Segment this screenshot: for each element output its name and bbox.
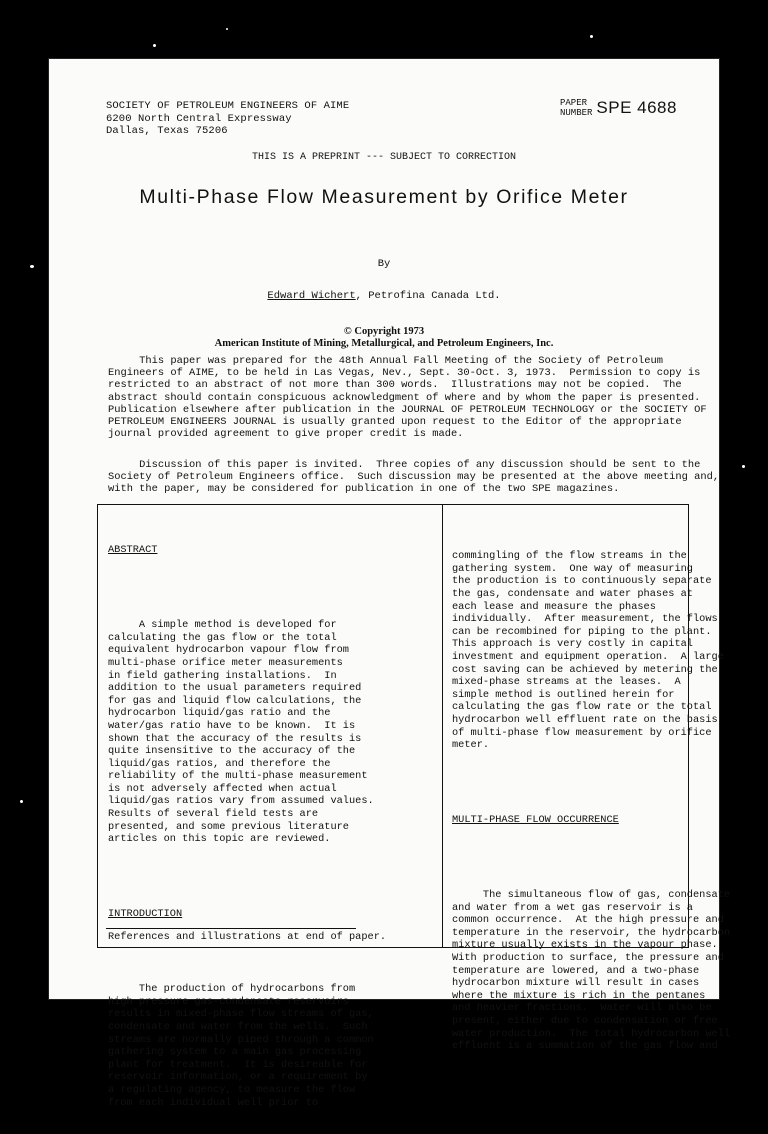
paper-number: SPE 4688: [596, 98, 677, 117]
scan-speck: [30, 265, 34, 268]
society-city: Dallas, Texas 75206: [106, 125, 228, 137]
paper-page: [48, 58, 731, 1109]
paper-number-block: [560, 98, 677, 118]
scan-speck: [153, 44, 156, 47]
column-divider: [442, 505, 443, 947]
discussion-paragraph: Discussion of this paper is invited. Three copies of any discussion should be sent to the Society of Petroleum Engineers office. Such discussion may be presented at the above meeting and, with the paper, may be considered for publication in one of the two SPE magazines.: [108, 459, 720, 496]
permission-paragraph: This paper was prepared for the 48th Annual Fall Meeting of the Society of Petroleum Engineers of AIME, to be held in Las Vegas, Nev., Sept. 30-Oct. 3, 1973. Permission to copy is restricted to an abstract of not more than 300 words. Illustrations may not be copied. The abstract should contain conspicuous acknowledgment of where and by whom the paper is presented. Publication elsewhere after publication in the JOURNAL OF PETROLEUM TECHNOLOGY or the SOCIETY OF PETROLEUM ENGINEERS JOURNAL is usually granted upon request to the Editor of the appropriate journal provided agreement to give proper credit is made.: [108, 355, 707, 441]
spacer: [108, 871, 374, 883]
copyright-line: © Copyright 1973: [343, 326, 425, 337]
copyright-notice: [48, 326, 720, 350]
preprint-notice: THIS IS A PREPRINT --- SUBJECT TO CORRECTION: [251, 152, 517, 163]
introduction-heading: INTRODUCTION: [108, 908, 183, 921]
paper-label-line1: PAPER: [560, 98, 588, 108]
abstract-text: A simple method is developed for calculating the gas flow or the total equivalent hydrocarbon vapour flow from multi-phase orifice meter measurements in field gathering installations. In addition to the usual parameters required for gas and liquid flow calculations, the hydrocarbon liquid/gas ratio and the water/gas ratio have to be known. It is shown that the accuracy of the results is quite insensitive to the accuracy of the liquid/gas ratios, and therefore the reliability of the multi-phase measurement is not adversely affected when actual liquid/gas ratios vary from assumed values. Results of several field tests are presented, and some previous literature articles on this topic are reviewed.: [108, 619, 374, 846]
left-column: [108, 519, 374, 1134]
spacer: [108, 582, 374, 594]
spacer: [452, 777, 730, 789]
scan-speck: [590, 35, 593, 38]
author-line: [48, 290, 720, 302]
society-street: 6200 North Central Expressway: [106, 112, 292, 125]
society-address: [106, 100, 349, 138]
abstract-heading: ABSTRACT: [108, 544, 158, 557]
footnote-rule: [106, 928, 356, 929]
right-column: [452, 525, 730, 1078]
paper-title: Multi-Phase Flow Measurement by Orifice Meter: [139, 186, 629, 208]
author-affiliation: , Petrofina Canada Ltd.: [355, 290, 501, 302]
scan-speck: [226, 28, 228, 30]
introduction-continued: commingling of the flow streams in the gathering system. One way of measuring the production is to continuously separate the gas, condensate and water phases at each lease and measure the phases individually. After measurement, the flows can be recombined for piping to the plant. This approach is very costly in capital investment and equipment operation. A large cost saving can be achieved by metering the mixed-phase streams at the leases. A simple method is outlined herein for calculating the gas flow rate or the total hydrocarbon well effluent rate on the basis of multi-phase flow measurement by orifice meter.: [452, 550, 724, 752]
by-line: By: [377, 258, 391, 270]
spacer: [108, 946, 374, 958]
spacer: [452, 852, 730, 864]
paper-label-line2: NUMBER: [560, 108, 593, 118]
flow-occurrence-heading: MULTI-PHASE FLOW OCCURRENCE: [452, 814, 619, 827]
footnote: References and illustrations at end of paper.: [108, 931, 387, 943]
author-name: Edward Wichert: [267, 290, 356, 302]
scan-speck: [20, 800, 23, 803]
two-column-body: [97, 504, 731, 1109]
scan-speck: [742, 465, 745, 468]
paper-number-label: [560, 98, 592, 118]
introduction-text: The production of hydrocarbons from high pressure gas-condensate reservoirs results in mixed-phase flow streams of gas, condensate and water from the wells. Such streams are normally piped through a common gathering system to a main gas processing plant for treatment. It is desireable for reservoir information, or a requirement by a regulating agency, to measure the flow from each individual well prior to: [108, 983, 374, 1109]
flow-occurrence-text: The simultaneous flow of gas, condensate and water from a wet gas reservoir is a common occurrence. At the high pressure and temperature in the reservoir, the hydrocarbon mixture usually exists in the vapour phase. With production to surface, the pressure and temperature are lowered, and a two-phase hydrocarbon mixture will result in cases where the mixture is rich in the pentanes and heavier fractions. Water will also be present, either due to condensation or free water production. The total hydrocarbon well effluent is a summation of the gas flow and: [452, 889, 731, 1053]
society-name: SOCIETY OF PETROLEUM ENGINEERS OF AIME: [106, 100, 350, 112]
copyright-holder: American Institute of Mining, Metallurgical, and Petroleum Engineers, Inc.: [214, 338, 554, 349]
